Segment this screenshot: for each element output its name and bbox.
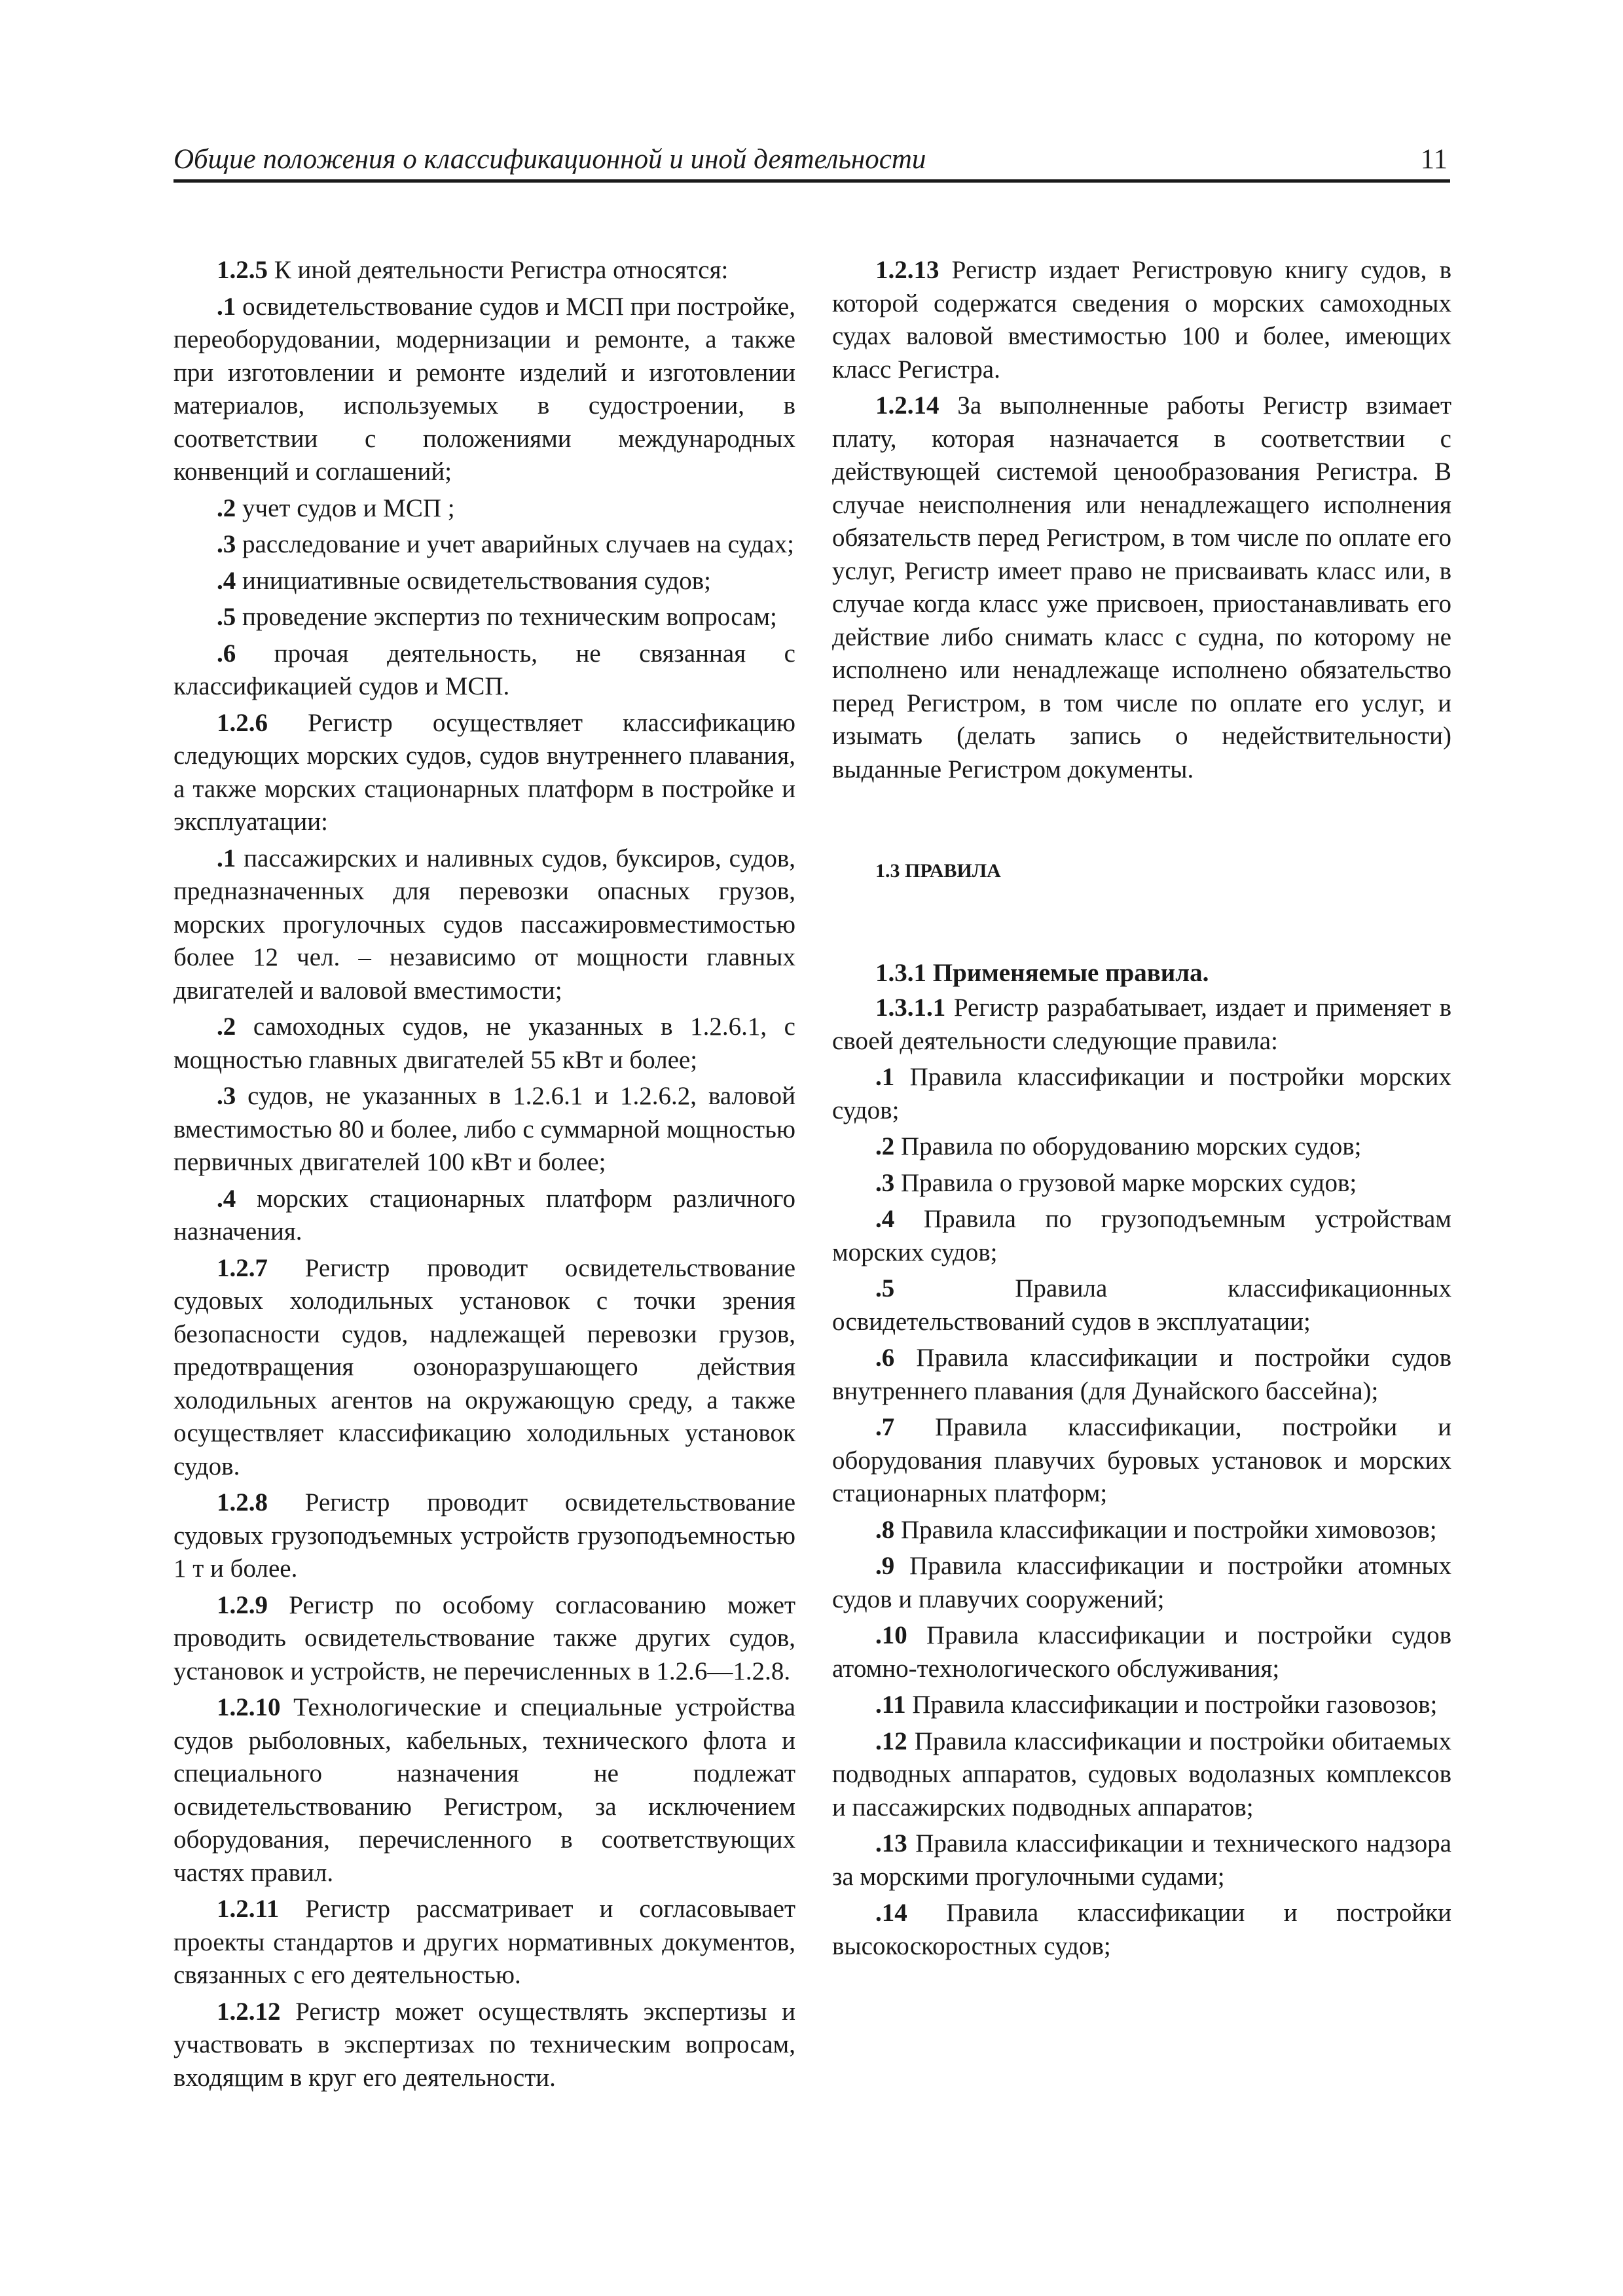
paragraph: .3 расследование и учет аварийных случаев на судах; [217, 530, 794, 558]
paragraph: 1.2.5 К иной деятельности Регистра относятся: [217, 256, 729, 284]
list-item: .14 Правила классификации и постройки высокоскоростных судов; [832, 1899, 1451, 1960]
list-item: .11 Правила классификации и постройки газовозов; [875, 1691, 1438, 1719]
paragraph: .4 инициативные освидетельствования судов; [217, 566, 712, 595]
paragraph: 1.2.9 Регистр по особому согласованию может проводить освидетельствование также других судов, установок и устройств, не перечисленных в 1.2.6—1.2.8. [173, 1590, 795, 1685]
paragraph: .3 судов, не указанных в 1.2.6.1 и 1.2.6.2, валовой вместимостью 80 и более, либо с суммарной мощностью первичных двигателей 100 кВт и более; [173, 1082, 795, 1176]
left-column [173, 254, 795, 2098]
list-item: .9 Правила классификации и постройки атомных судов и плавучих сооружений; [832, 1552, 1451, 1613]
paragraph: .4 морских стационарных платформ различного назначения. [173, 1184, 795, 1246]
paragraph: 1.3.1.1 Регистр разрабатывает, издает и применяет в своей деятельности следующие правила: [832, 994, 1451, 1055]
paragraph: 1.2.12 Регистр может осуществлять экспертизы и участвовать в экспертизах по техническим вопросам, входящим в круг его деятельности. [173, 1997, 795, 2092]
list-item: .5 Правила классификационных освидетельствований судов в эксплуатации; [832, 1274, 1451, 1336]
list-item: .7 Правила классификации, постройки и оборудования плавучих буровых установок и морских стационарных платформ; [832, 1413, 1451, 1507]
list-item: .4 Правила по грузоподъемным устройствам морских судов; [832, 1205, 1451, 1266]
list-item: .3 Правила о грузовой марке морских судов; [875, 1168, 1357, 1197]
list-item: .10 Правила классификации и постройки судов атомно-технологического обслуживания; [832, 1621, 1451, 1683]
right-column [832, 254, 1451, 1966]
running-title: Общие положения о классификационной и иной деятельности [173, 144, 926, 175]
list-item: .2 Правила по оборудованию морских судов; [875, 1132, 1362, 1160]
list-item: .12 Правила классификации и постройки обитаемых подводных аппаратов, судовых водолазных комплексов и пассажирских подводных аппаратов; [832, 1727, 1451, 1821]
paragraph: .1 пассажирских и наливных судов, буксиров, судов, предназначенных для перевозки опасных грузов, морских прогулочных судов пассажировместимостью более 12 чел. – независимо от мощности главных двигателей и валовой вместимости; [173, 844, 795, 1005]
paragraph: .2 самоходных судов, не указанных в 1.2.6.1, с мощностью главных двигателей 55 кВт и более; [173, 1013, 795, 1074]
paragraph: .5 проведение экспертиз по техническим вопросам; [217, 603, 777, 631]
page-header [173, 145, 1450, 183]
paragraph: .6 прочая деятельность, не связанная с классификацией судов и МСП. [173, 639, 795, 700]
paragraph: 1.2.10 Технологические и специальные устройства судов рыболовных, кабельных, технического флота и специального назначения не подлежат освидетельствованию Регистром, за исключением оборудования, перечисленного в соответствующих частях правил. [173, 1693, 795, 1887]
list-item: .1 Правила классификации и постройки морских судов; [832, 1063, 1451, 1124]
paragraph: 1.2.14 За выполненные работы Регистр взимает плату, которая назначается в соответствии с действующей системой ценообразования Регистра. В случае неисполнения или ненадлежащего исполнения обязательств перед Регистром, в том числе по оплате его услуг, Регистр имеет право не присваивать класс или, в случае когда класс уже присвоен, приостанавливать его действие либо снимать класс с судна, по которому не исполнено или ненадлежаще исполнено обязательство перед Регистром, в том числе по оплате его услуг, и изымать (делать запись о недействительности) выданные Регистром документы. [832, 391, 1451, 783]
paragraph: 1.2.11 Регистр рассматривает и согласовывает проекты стандартов и других нормативных документов, связанных с его деятельностью. [173, 1895, 795, 1989]
spacer [832, 789, 1451, 855]
paragraph: 1.2.7 Регистр проводит освидетельствование судовых холодильных установок с точки зрения безопасности судов, надлежащей перевозки грузов, предотвращения озоноразрушающего действия холодильных агентов на окружающую среду, а также осуществляет классификацию холодильных установок судов. [173, 1253, 795, 1480]
spacer [832, 891, 1451, 957]
page-number: 11 [1420, 144, 1448, 175]
paragraph: .1 освидетельствование судов и МСП при постройке, переоборудовании, модернизации и ремонте, а также при изготовлении и ремонте изделий и изготовлении материалов, используемых в судостроении, в соответствии с положениями международных конвенций и соглашений; [173, 292, 795, 486]
subsection-heading: 1.3.1 Применяемые правила. [875, 958, 1209, 987]
list-item: .8 Правила классификации и постройки химовозов; [875, 1515, 1437, 1544]
list-item: .6 Правила классификации и постройки судов внутреннего плавания (для Дунайского бассейна); [832, 1344, 1451, 1405]
list-item: .13 Правила классификации и технического надзора за морскими прогулочными судами; [832, 1829, 1451, 1891]
section-title: 1.3 ПРАВИЛА [875, 860, 1001, 882]
paragraph: 1.2.6 Регистр осуществляет классификацию следующих морских судов, судов внутреннего плавания, а также морских стационарных платформ в постройке и эксплуатации: [173, 708, 795, 836]
paragraph: .2 учет судов и МСП ; [217, 493, 455, 522]
paragraph: 1.2.8 Регистр проводит освидетельствование судовых грузоподъемных устройств грузоподъемностью 1 т и более. [173, 1488, 795, 1583]
paragraph: 1.2.13 Регистр издает Регистровую книгу судов, в которой содержатся сведения о морских самоходных судах валовой вместимостью 100 и более, имеющих класс Регистра. [832, 256, 1451, 384]
